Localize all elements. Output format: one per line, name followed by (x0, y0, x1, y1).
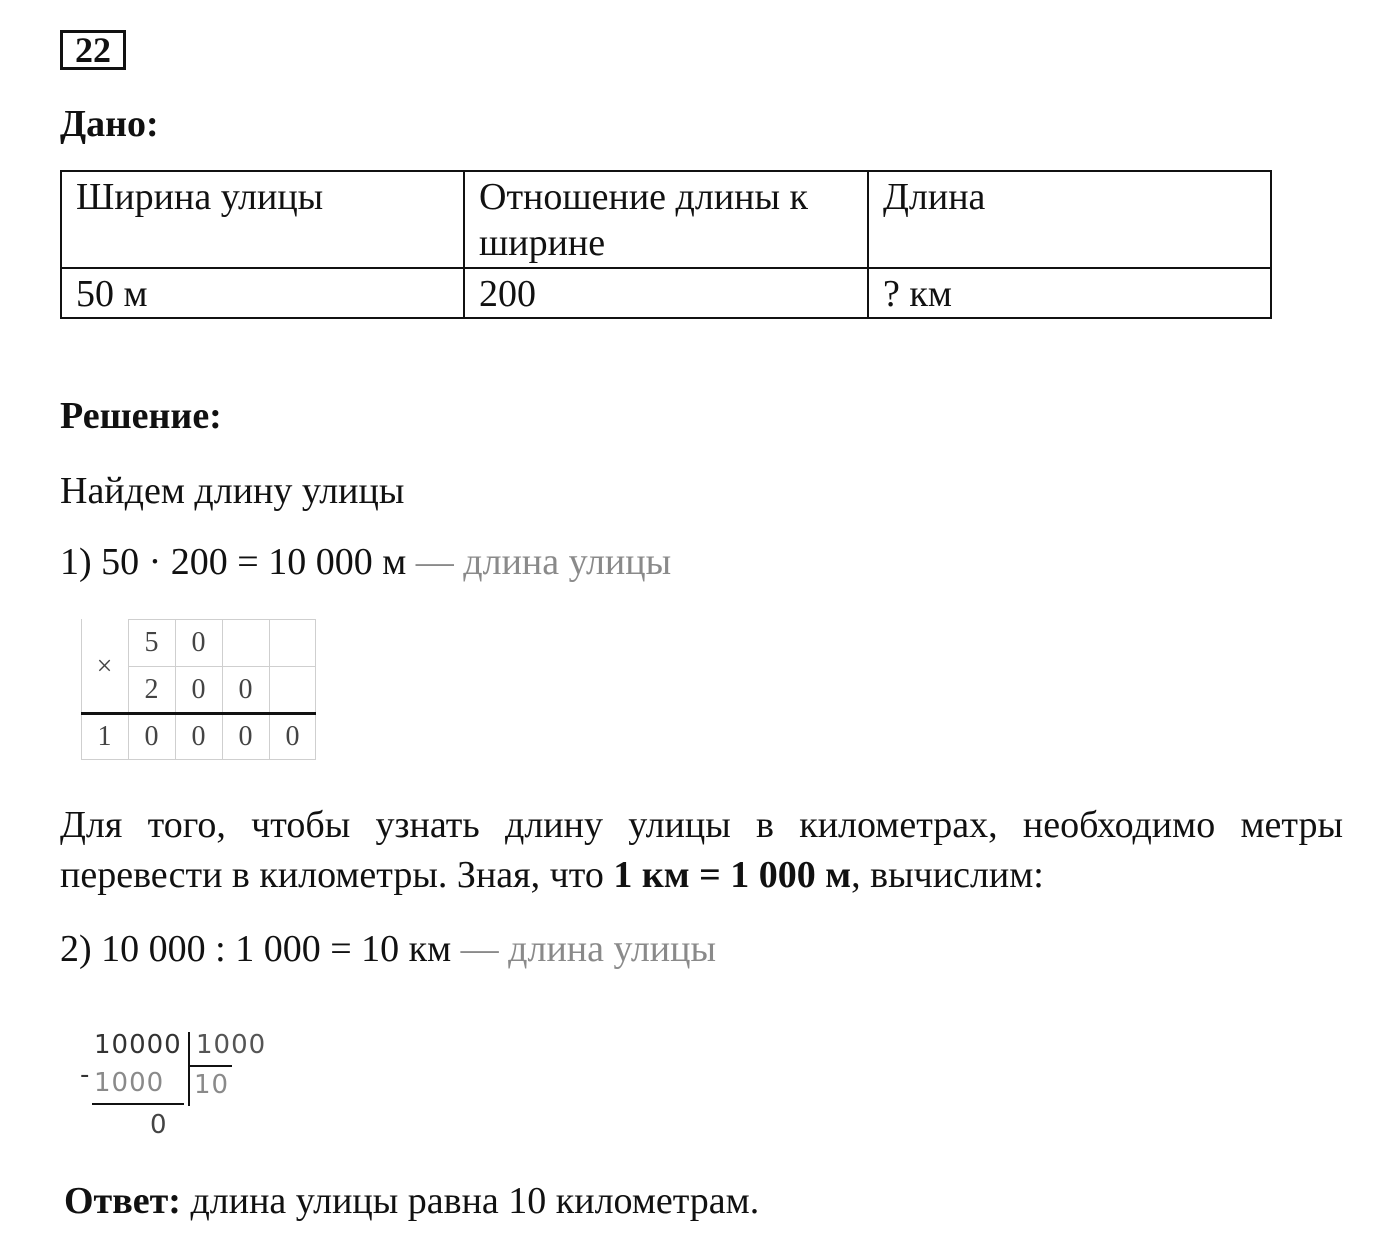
conversion-paragraph (60, 800, 1343, 900)
given-header-ratio: Отношение длины к ширине (464, 171, 868, 268)
step-1 (60, 537, 671, 587)
answer-text: длина улицы равна 10 километрам. (180, 1180, 760, 1222)
answer (64, 1176, 759, 1226)
answer-label: Ответ: (64, 1180, 181, 1222)
multiply-sign: × (96, 651, 113, 682)
step-1-note: — длина улицы (415, 541, 672, 583)
division-subtrahend: 1000 (94, 1068, 165, 1098)
solution-intro: Найдем длину улицы (60, 470, 405, 512)
given-table (60, 170, 1272, 319)
mul-row1-digit: 0 (191, 627, 206, 658)
mul-row2-digit: 0 (238, 674, 253, 705)
given-header-length: Длина (868, 171, 1271, 268)
mul-result-digit: 1 (97, 721, 112, 752)
given-value-length: ? км (868, 268, 1271, 318)
step-2 (60, 924, 716, 974)
given-value-ratio: 200 (464, 268, 868, 318)
mul-row2-digit: 0 (191, 674, 206, 705)
paragraph-conversion-fact: 1 км = 1 000 м (613, 854, 852, 896)
long-division (78, 1026, 318, 1146)
division-remainder: 0 (150, 1110, 168, 1140)
given-value-width: 50 м (61, 268, 464, 318)
mul-result-digit: 0 (144, 721, 159, 752)
step-2-expression: 2) 10 000 : 1 000 = 10 км (60, 928, 452, 970)
mul-result-digit: 0 (238, 721, 253, 752)
division-minus-sign: - (80, 1060, 91, 1090)
step-2-note: — длина улицы (460, 928, 716, 970)
division-quotient: 10 (194, 1070, 230, 1100)
paragraph-text-start: Для того, чтобы узнать длину улицы в километрах, необходимо метры перевести в километры. Зная, что (60, 804, 1343, 896)
mul-result-digit: 0 (285, 721, 300, 752)
paragraph-text-end: , вычислим: (851, 854, 1044, 896)
division-dividend: 10000 (94, 1030, 182, 1060)
given-table-header-row (61, 171, 1271, 268)
solution-heading: Решение: (60, 395, 222, 437)
mul-row2-digit: 2 (144, 674, 159, 705)
mul-row1-digit: 5 (144, 627, 159, 658)
multiplication-grid (81, 619, 316, 760)
division-divisor: 1000 (196, 1030, 267, 1060)
given-header-width: Ширина улицы (61, 171, 464, 268)
given-table-value-row (61, 268, 1271, 318)
task-number: 22 (60, 30, 126, 70)
given-heading: Дано: (60, 103, 159, 145)
mul-result-digit: 0 (191, 721, 206, 752)
step-1-expression: 1) 50 · 200 = 10 000 м (60, 541, 407, 583)
